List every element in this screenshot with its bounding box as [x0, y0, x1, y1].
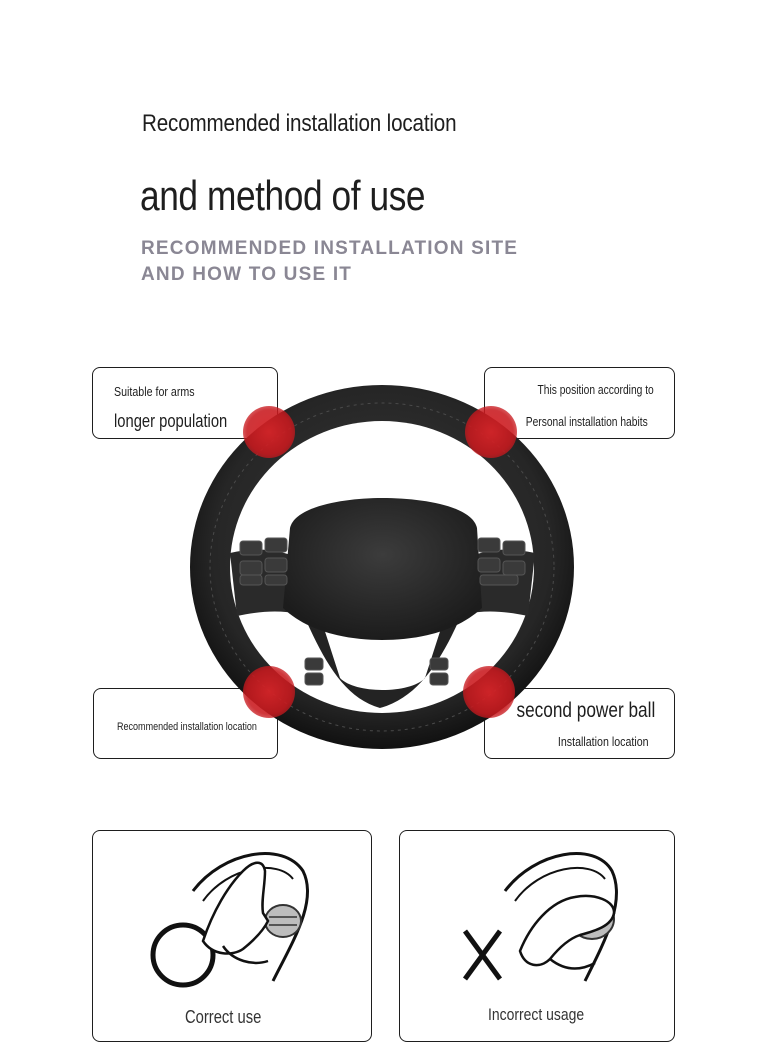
- correct-grip-illustration: [93, 831, 371, 1011]
- marker-bottom-left: [243, 666, 295, 718]
- top-left-line-2: longer population: [114, 411, 228, 431]
- title-line-1: Recommended installation location: [142, 110, 457, 137]
- subtitle-line-2: AND HOW TO USE IT: [141, 264, 353, 285]
- x-mark-icon: [465, 931, 500, 979]
- top-right-line-1: This position according to: [537, 383, 654, 397]
- bottom-left-line-1: Recommended installation location: [117, 721, 257, 733]
- bottom-right-line-2: Installation location: [558, 734, 649, 749]
- marker-top-right: [465, 406, 517, 458]
- marker-bottom-right: [463, 666, 515, 718]
- marker-top-left: [243, 406, 295, 458]
- top-left-line-1: Suitable for arms: [114, 384, 195, 399]
- top-right-line-2: Personal installation habits: [526, 415, 648, 429]
- correct-use-caption: Correct use: [185, 1007, 262, 1027]
- circle-mark-icon: [153, 925, 213, 985]
- title-line-2: and method of use: [140, 172, 426, 219]
- subtitle-line-1: RECOMMENDED INSTALLATION SITE: [141, 238, 519, 259]
- incorrect-use-panel: [399, 830, 675, 1042]
- correct-use-panel: [92, 830, 372, 1042]
- incorrect-grip-illustration: [400, 831, 674, 1011]
- bottom-right-line-1: second power ball: [516, 699, 655, 722]
- incorrect-use-caption: Incorrect usage: [488, 1005, 585, 1024]
